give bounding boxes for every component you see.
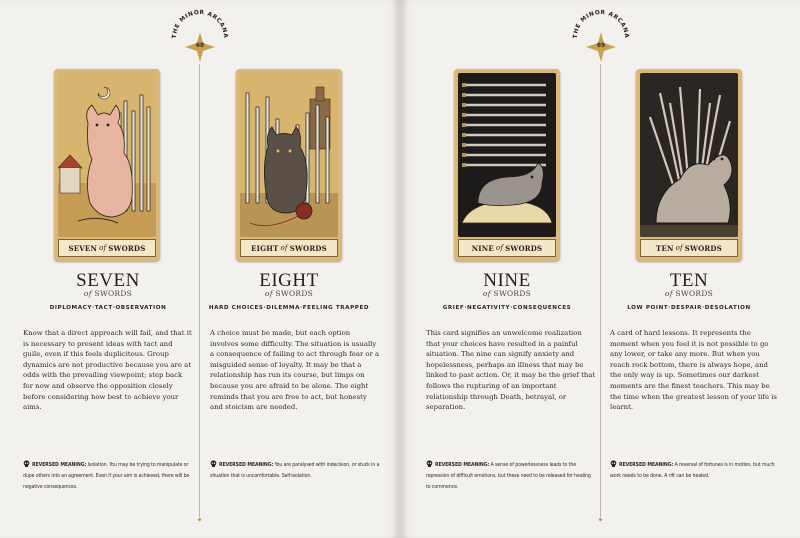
card-description: Know that a direct approach will fail, and that it is necessary to present ideas with tact and guile, even if this feels duplicitous. Group dynamics are not productive because you are at odds with the prevailing viewpoint; step back for now and observe the opposition closely before considering how best to achieve your aims. [23,329,192,412]
card-banner [58,239,156,257]
suit-name: SWORDS [275,289,314,298]
tarot-card-seven-of-swords [54,69,160,261]
card-suit-subtitle [199,289,379,298]
banner-of: of [495,244,504,252]
left-page [0,0,398,538]
suit-of: of [664,289,673,298]
banner-number: TEN [656,243,674,253]
card-description: A choice must be made, but each option involves some difficulty. The situation is usually a consequence of failing to act through fear or a misguided sense of loyalty. It may be that a relationship has run its course, but limps on because you are afraid to be alone. The eight reminds that you are free to act, but honesty and stoicism are needed. [210,329,380,412]
card-illustration [240,73,338,237]
suit-of: of [264,289,273,298]
divider-dot [599,518,602,521]
running-head-text: THE MINOR ARCANA [572,9,630,39]
card-illustration [640,73,738,237]
banner-of: of [99,244,107,252]
right-running-head [571,4,631,64]
reversed-label: REVERSED MEANING: [219,462,274,468]
banner-number: SEVEN [68,243,98,253]
banner-number: NINE [471,243,494,253]
card-keywords: DIPLOMACY·TACT·OBSERVATION [49,305,167,311]
banner-suit: SWORDS [684,243,722,253]
card-suit-subtitle [18,289,198,298]
reversed-meaning [426,460,596,493]
card-number-title: NINE [483,270,531,291]
skull-icon [23,460,30,467]
right-page [402,0,800,538]
card-keywords: HARD CHOICES·DILEMMA·FEELING TRAPPED [208,305,370,311]
reversed-label: REVERSED MEANING: [32,462,87,468]
suit-name: SWORDS [493,289,532,298]
card-illustration [58,73,156,237]
banner-number: EIGHT [251,243,279,253]
card-banner [640,239,738,257]
page-number: 68 [195,42,205,49]
tarot-card-nine-of-swords [454,69,560,261]
reversed-meaning [610,460,780,482]
reversed-meaning [210,460,380,482]
card-illustration [458,73,556,237]
tarot-card-eight-of-swords [236,69,342,261]
card-banner [458,239,556,257]
skull-icon [426,460,433,467]
card-suit-subtitle [599,289,779,298]
reversed-label: REVERSED MEANING: [619,462,674,468]
card-number-title: EIGHT [259,270,319,291]
reversed-meaning [23,460,193,493]
card-keywords: LOW POINT·DESPAIR·DESOLATION [627,305,751,311]
card-suit-subtitle [417,289,597,298]
banner-of: of [675,244,683,252]
banner-suit: SWORDS [289,243,327,253]
tarot-card-ten-of-swords [636,69,742,261]
reversed-text: You are paralysed with indecision, or stuck in a situation that is uncomfortable. Self-isolation. [210,462,380,479]
card-keywords: GRIEF·NEGATIVITY·CONSEQUENCES [442,305,572,311]
skull-icon [610,460,617,467]
reversed-text: Isolation. You may be trying to manipulate or dupe others into an agreement. Even if your aim is achieved, there will be negative consequences. [23,462,190,490]
card-description: This card signifies an unwelcome realization that your choices have resulted in a painful situation. The nine can signify anxiety and hopelessness, perhaps an illness that may be linked to past action. Or, it may be the grief that follows the rupturing of an important relationship through Death, betrayal, or separation. [426,329,596,412]
suit-name: SWORDS [94,289,133,298]
banner-suit: SWORDS [505,243,543,253]
running-head-text: THE MINOR ARCANA [171,9,229,39]
skull-icon [210,460,217,467]
page-number: 69 [596,42,606,49]
left-running-head [170,4,230,64]
banner-suit: SWORDS [108,243,146,253]
card-number-title: TEN [669,270,709,291]
reversed-text: A sense of powerlessness leads to the repression of difficult emotions, but these need to be released for healing to commence. [426,462,591,490]
card-banner [240,239,338,257]
banner-of: of [280,244,288,252]
suit-of: of [482,289,491,298]
reversed-label: REVERSED MEANING: [435,462,490,468]
suit-of: of [83,289,92,298]
suit-name: SWORDS [675,289,714,298]
reversed-text: A reversal of fortunes is in motion, but much work needs to be done. A rift can be healed. [610,462,775,479]
card-number-title: SEVEN [76,270,140,291]
divider-dot [198,518,201,521]
card-description: A card of hard lessons. It represents the moment when you feel it is not possible to go any lower, or take any more. But when you reach rock bottom, there is always hope, and the only way is up. Sometimes our darkest moments are the finest teachers. This may be the time when the greatest lesson of your life is learnt. [610,329,777,412]
